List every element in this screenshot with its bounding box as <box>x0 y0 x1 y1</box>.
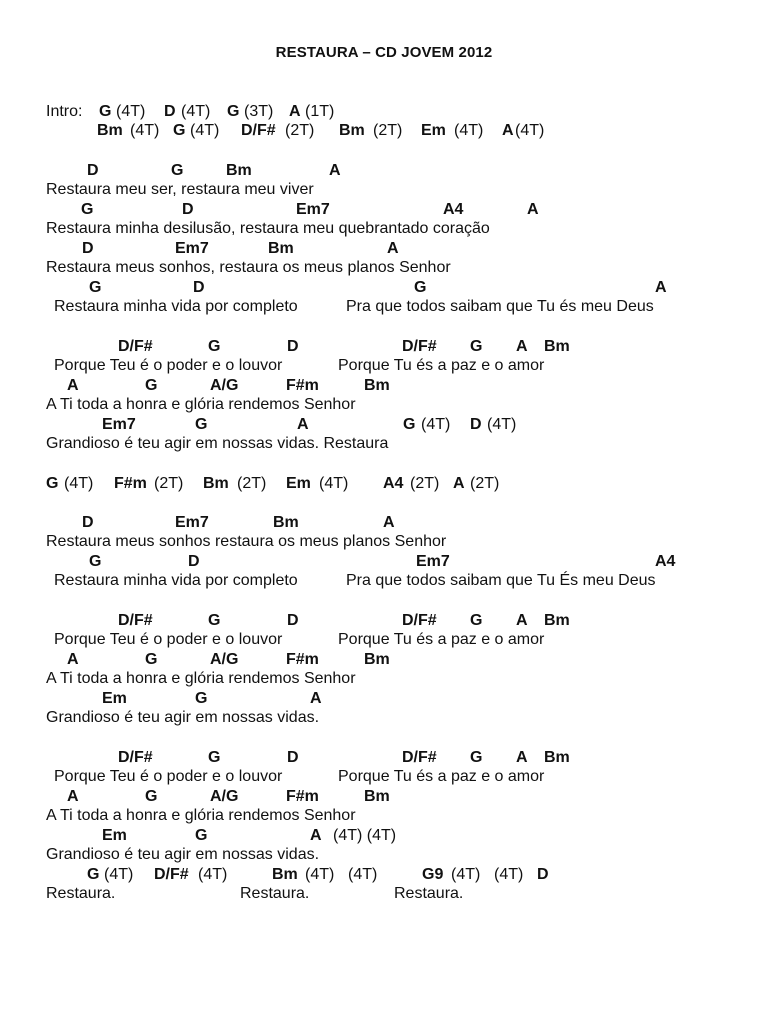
chord-symbol: G <box>470 749 483 766</box>
beat-count: (4T) <box>494 866 524 883</box>
beat-count: (4T) <box>198 866 228 883</box>
chord-symbol: G <box>208 749 221 766</box>
chord-symbol: A <box>329 162 341 179</box>
beat-count: (4T) <box>319 475 349 492</box>
beat-count: (3T) <box>244 103 274 120</box>
beat-count: (4T) <box>116 103 146 120</box>
chord-symbol: F#m <box>286 651 319 668</box>
chord-symbol: Bm <box>544 338 570 355</box>
beat-count: (4T) <box>305 866 335 883</box>
chord-symbol: Bm <box>272 866 298 883</box>
chord-symbol: G <box>470 612 483 629</box>
chord-symbol: A <box>655 279 667 296</box>
chord-symbol: A <box>502 122 514 139</box>
chord-symbol: Em7 <box>416 553 450 570</box>
chord-symbol: G <box>208 338 221 355</box>
chord-symbol: D <box>87 162 99 179</box>
lyric-text: Restaura minha vida por completo <box>54 572 298 589</box>
lyric-text: Restaura minha vida por completo <box>54 298 298 315</box>
chord-symbol: Em7 <box>175 240 209 257</box>
chord-symbol: G <box>99 103 112 120</box>
chord-symbol: A <box>297 416 309 433</box>
lyric-text: Restaura. <box>240 885 310 902</box>
lyric-text: Porque Teu é o poder e o louvor <box>54 631 283 648</box>
song-title: RESTAURA – CD JOVEM 2012 <box>275 44 493 61</box>
beat-count: (4T) <box>451 866 481 883</box>
chord-symbol: D <box>188 553 200 570</box>
beat-count: (2T) <box>285 122 315 139</box>
chord-symbol: G <box>470 338 483 355</box>
lyric-text: Porque Tu és a paz e o amor <box>338 768 545 785</box>
lyric-text: A Ti toda a honra e glória rendemos Senhor <box>46 396 356 413</box>
chord-symbol: A/G <box>210 651 239 668</box>
chord-symbol: D <box>182 201 194 218</box>
chord-symbol: A/G <box>210 788 239 805</box>
beat-count: (2T) <box>154 475 184 492</box>
chord-symbol: D <box>164 103 176 120</box>
chord-symbol: G <box>403 416 416 433</box>
chord-symbol: G <box>195 690 208 707</box>
chord-symbol: A <box>516 749 528 766</box>
chord-symbol: Bm <box>364 377 390 394</box>
chord-symbol: Bm <box>97 122 123 139</box>
beat-count: (2T) <box>373 122 403 139</box>
chord-symbol: G <box>81 201 94 218</box>
chord-symbol: A <box>289 103 301 120</box>
chord-symbol: D <box>82 240 94 257</box>
beat-count: (4T) <box>487 416 517 433</box>
lyric-text: A Ti toda a honra e glória rendemos Senhor <box>46 670 356 687</box>
chord-symbol: Em7 <box>175 514 209 531</box>
chord-symbol: G <box>208 612 221 629</box>
lyric-text: Porque Teu é o poder e o louvor <box>54 357 283 374</box>
chord-symbol: G <box>89 553 102 570</box>
chord-symbol: Em <box>421 122 446 139</box>
chord-symbol: G <box>145 377 158 394</box>
chord-symbol: G <box>173 122 186 139</box>
beat-count: Intro: <box>46 103 83 120</box>
chord-symbol: G <box>171 162 184 179</box>
lyric-text: Restaura meu ser, restaura meu viver <box>46 181 314 198</box>
chord-symbol: G <box>89 279 102 296</box>
chord-symbol: D/F# <box>118 749 153 766</box>
lyric-text: Restaura meus sonhos restaura os meus planos Senhor <box>46 533 447 550</box>
chord-symbol: G <box>414 279 427 296</box>
beat-count: (4T) <box>348 866 378 883</box>
chord-symbol: D/F# <box>241 122 276 139</box>
chord-symbol: Bm <box>364 788 390 805</box>
chord-symbol: A <box>310 690 322 707</box>
chord-symbol: D/F# <box>402 612 437 629</box>
chord-symbol: A <box>67 377 79 394</box>
chord-symbol: D <box>287 338 299 355</box>
chord-symbol: Em7 <box>102 416 136 433</box>
chord-symbol: D <box>82 514 94 531</box>
chord-symbol: G <box>46 475 59 492</box>
chord-symbol: Em <box>102 827 127 844</box>
chord-symbol: A <box>387 240 399 257</box>
lyric-text: Grandioso é teu agir em nossas vidas. Restaura <box>46 435 389 452</box>
beat-count: (2T) <box>237 475 267 492</box>
beat-count: (4T) <box>454 122 484 139</box>
chord-symbol: D/F# <box>118 338 153 355</box>
chord-symbol: A4 <box>655 553 676 570</box>
lyric-text: Pra que todos saibam que Tu És meu Deus <box>346 572 656 589</box>
chord-symbol: G <box>227 103 240 120</box>
beat-count: (4T) <box>515 122 545 139</box>
chord-symbol: Bm <box>544 749 570 766</box>
lyric-text: Pra que todos saibam que Tu és meu Deus <box>346 298 654 315</box>
beat-count: (4T) (4T) <box>333 827 397 844</box>
beat-count: (4T) <box>421 416 451 433</box>
chord-symbol: Em7 <box>296 201 330 218</box>
chord-symbol: G9 <box>422 866 444 883</box>
chord-symbol: A <box>310 827 322 844</box>
lyric-text: Grandioso é teu agir em nossas vidas. <box>46 846 320 863</box>
lyric-text: A Ti toda a honra e glória rendemos Senhor <box>46 807 356 824</box>
chord-symbol: D <box>287 749 299 766</box>
chord-symbol: D <box>537 866 549 883</box>
lyric-text: Porque Teu é o poder e o louvor <box>54 768 283 785</box>
chord-symbol: D/F# <box>402 338 437 355</box>
chord-symbol: G <box>195 827 208 844</box>
chord-symbol: A4 <box>443 201 464 218</box>
chord-symbol: G <box>145 651 158 668</box>
beat-count: (2T) <box>470 475 500 492</box>
lyric-text: Restaura meus sonhos, restaura os meus planos Senhor <box>46 259 451 276</box>
chord-symbol: Em <box>102 690 127 707</box>
chord-symbol: A <box>516 338 528 355</box>
beat-count: (4T) <box>181 103 211 120</box>
chord-symbol: G <box>195 416 208 433</box>
chord-symbol: A <box>527 201 539 218</box>
chord-symbol: D <box>193 279 205 296</box>
chord-symbol: Bm <box>203 475 229 492</box>
chord-symbol: G <box>87 866 100 883</box>
lyric-text: Restaura minha desilusão, restaura meu quebrantado coração <box>46 220 490 237</box>
chord-symbol: Bm <box>268 240 294 257</box>
chord-symbol: A <box>67 651 79 668</box>
chord-symbol: Bm <box>226 162 252 179</box>
chord-symbol: A/G <box>210 377 239 394</box>
lyric-text: Porque Tu és a paz e o amor <box>338 631 545 648</box>
chord-symbol: Bm <box>364 651 390 668</box>
lyric-text: Restaura. <box>394 885 464 902</box>
chord-symbol: Bm <box>544 612 570 629</box>
chord-symbol: Bm <box>339 122 365 139</box>
beat-count: (1T) <box>305 103 335 120</box>
lyric-text: Grandioso é teu agir em nossas vidas. <box>46 709 320 726</box>
chord-symbol: A <box>516 612 528 629</box>
beat-count: (4T) <box>130 122 160 139</box>
chord-symbol: D/F# <box>118 612 153 629</box>
chord-symbol: F#m <box>286 377 319 394</box>
chord-symbol: D <box>287 612 299 629</box>
chord-symbol: A4 <box>383 475 404 492</box>
chord-symbol: F#m <box>114 475 147 492</box>
beat-count: (4T) <box>64 475 94 492</box>
chord-symbol: G <box>145 788 158 805</box>
chord-symbol: D/F# <box>402 749 437 766</box>
beat-count: (4T) <box>190 122 220 139</box>
chord-symbol: Bm <box>273 514 299 531</box>
lyric-text: Porque Tu és a paz e o amor <box>338 357 545 374</box>
chord-symbol: A <box>453 475 465 492</box>
chord-symbol: A <box>383 514 395 531</box>
chord-symbol: A <box>67 788 79 805</box>
beat-count: (4T) <box>104 866 134 883</box>
chord-symbol: Em <box>286 475 311 492</box>
chord-symbol: F#m <box>286 788 319 805</box>
beat-count: (2T) <box>410 475 440 492</box>
lyric-text: Restaura. <box>46 885 116 902</box>
chord-symbol: D/F# <box>154 866 189 883</box>
chord-symbol: D <box>470 416 482 433</box>
